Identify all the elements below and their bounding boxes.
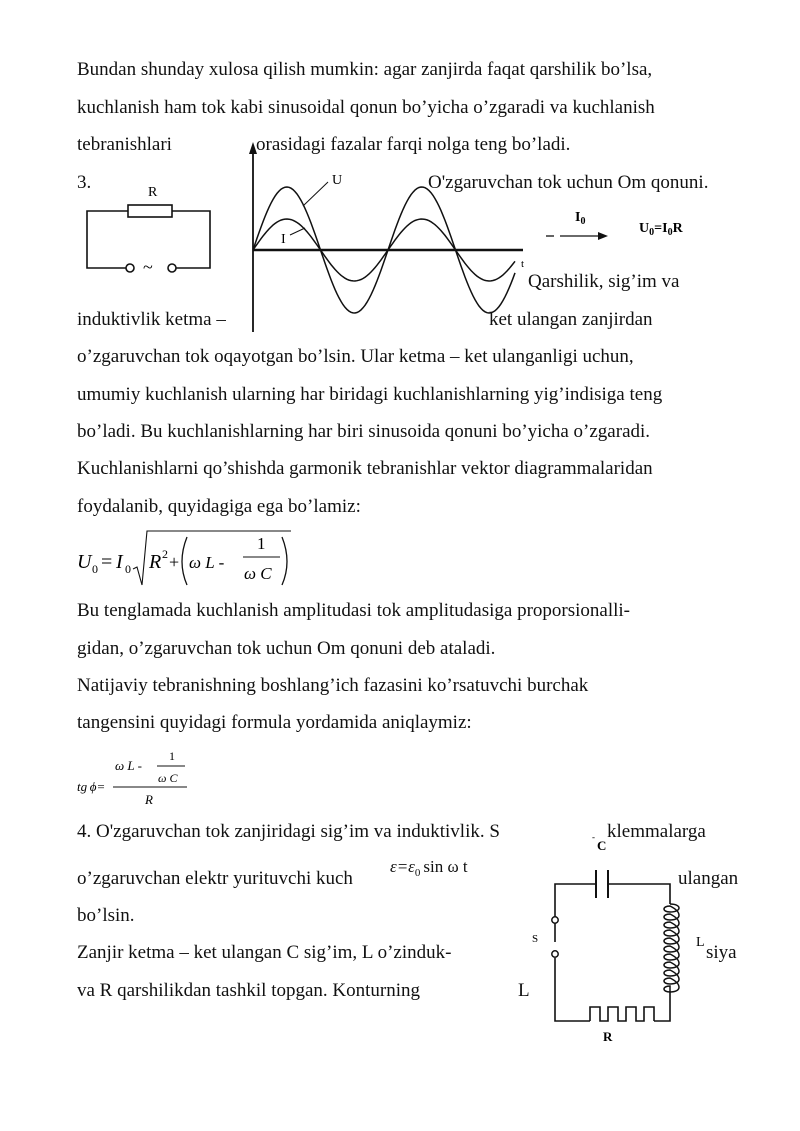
- terminal-icon: [552, 917, 558, 923]
- paragraph-line: umumiy kuchlanish ularning har biridagi kuchlanishlarning yig’indisiga teng: [77, 384, 663, 405]
- current-amplitude-label: $I_0$: [575, 210, 586, 227]
- paragraph-line: va R qarshilikdan tashkil topgan. Konturning: [77, 980, 421, 1001]
- paragraph-line: kuchlanish ham tok kabi sinusoidal qonun bo’yicha o’zgaradi va kuchlanish: [77, 97, 655, 118]
- terminal-icon: [126, 264, 134, 272]
- ac-source-symbol: ~: [143, 257, 153, 277]
- resistor-symbol: [590, 1007, 654, 1021]
- svg-text:ω L -: ω L -: [115, 758, 143, 773]
- paragraph-line: ulangan: [678, 868, 739, 889]
- paragraph-line: foydalanib, quyidagiga ega bo’lamiz:: [77, 496, 361, 517]
- svg-text:tg ϕ=: tg ϕ=: [77, 779, 106, 794]
- resistor-label: R: [148, 185, 158, 200]
- switch-label: S: [532, 933, 539, 945]
- terminal-icon: [552, 951, 558, 957]
- paragraph-line: orasidagi fazalar farqi nolga teng bo’ladi.: [256, 134, 571, 155]
- phase-tangent-formula: [75, 744, 205, 810]
- paragraph-line: Kuchlanishlarni qo’shishda garmonik tebranishlar vektor diagrammalaridan: [77, 458, 653, 479]
- paragraph-line: siya: [706, 942, 737, 963]
- section-title: O'zgaruvchan tok uchun Om qonuni.: [428, 172, 709, 193]
- circuit-diagram-rlc: [530, 832, 720, 1047]
- current-label: I: [281, 232, 286, 247]
- svg-text:ω C: ω C: [244, 564, 272, 583]
- svg-text:0: 0: [125, 562, 131, 576]
- circuit-diagram-resistor: [80, 180, 220, 280]
- svg-text:2: 2: [162, 547, 168, 561]
- section-number: 3.: [77, 172, 92, 193]
- resistor-symbol: [128, 205, 172, 217]
- ohm-law-label: $U_0=I_0R$: [639, 221, 683, 238]
- svg-text:ω C: ω C: [158, 771, 178, 785]
- svg-text:1: 1: [257, 534, 266, 553]
- paragraph-line: Natijaviy tebranishning boshlang’ich fazasini ko’rsatuvchi burchak: [77, 675, 589, 696]
- paragraph-line: o’zgaruvchan tok oqayotgan bo’lsin. Ular ketma – ket ulanganligi uchun,: [77, 346, 634, 367]
- paragraph-line: ket ulangan zanjirdan: [489, 309, 653, 330]
- svg-text:1: 1: [169, 749, 175, 763]
- paragraph-line: bo’ladi. Bu kuchlanishlarning har biri sinusoida qonuni bo’yicha o’zgaradi.: [77, 421, 651, 442]
- paragraph-line: bo’lsin.: [77, 905, 135, 926]
- paragraph-line: tangensini quyidagi formula yordamida aniqlaymiz:: [77, 712, 472, 733]
- paragraph-line: klemmalarga: [607, 821, 706, 842]
- svg-text:R: R: [145, 792, 153, 807]
- voltage-label: U: [332, 173, 343, 188]
- svg-text:+: +: [169, 552, 180, 572]
- svg-text:-: -: [592, 832, 595, 842]
- paragraph-line: o’zgaruvchan elektr yurituvchi kuch: [77, 868, 353, 889]
- paragraph-line: gidan, o’zgaruvchan tok uchun Om qonuni deb ataladi.: [77, 638, 496, 659]
- svg-text:ω L -: ω L -: [189, 553, 225, 572]
- resistor-label: R: [603, 1029, 613, 1044]
- inductor-coil: [664, 904, 679, 992]
- capacitor-label: C: [597, 838, 607, 853]
- ohm-law-formula: [75, 527, 305, 593]
- paragraph-line: Zanjir ketma – ket ulangan C sig’im, L o’zinduk-: [77, 942, 452, 963]
- svg-text:U: U: [77, 551, 92, 573]
- svg-text:=: =: [101, 551, 113, 573]
- svg-text:I: I: [116, 551, 123, 573]
- paragraph-line: Qarshilik, sig’im va: [528, 271, 680, 292]
- svg-text:0: 0: [92, 562, 98, 576]
- current-voltage-arrows: [540, 205, 710, 245]
- inductor-label: L: [696, 935, 705, 950]
- paragraph-line: induktivlik ketma –: [77, 309, 226, 330]
- section-heading: 4. O'zgaruvchan tok zanjiridagi sig’im va induktivlik. S: [77, 821, 500, 842]
- time-label: t: [521, 258, 525, 270]
- paragraph-line: Bu tenglamada kuchlanish amplitudasi tok amplitudasiga proporsionalli-: [77, 600, 631, 621]
- emf-formula: $\varepsilon=\varepsilon_0$ sin ω t: [390, 857, 468, 879]
- paragraph-line: L: [518, 980, 530, 1001]
- paragraph-line: Bundan shunday xulosa qilish mumkin: agar zanjirda faqat qarshilik bo’lsa,: [77, 59, 653, 80]
- terminal-icon: [168, 264, 176, 272]
- svg-text:R: R: [149, 551, 162, 573]
- paragraph-line: tebranishlari: [77, 134, 172, 155]
